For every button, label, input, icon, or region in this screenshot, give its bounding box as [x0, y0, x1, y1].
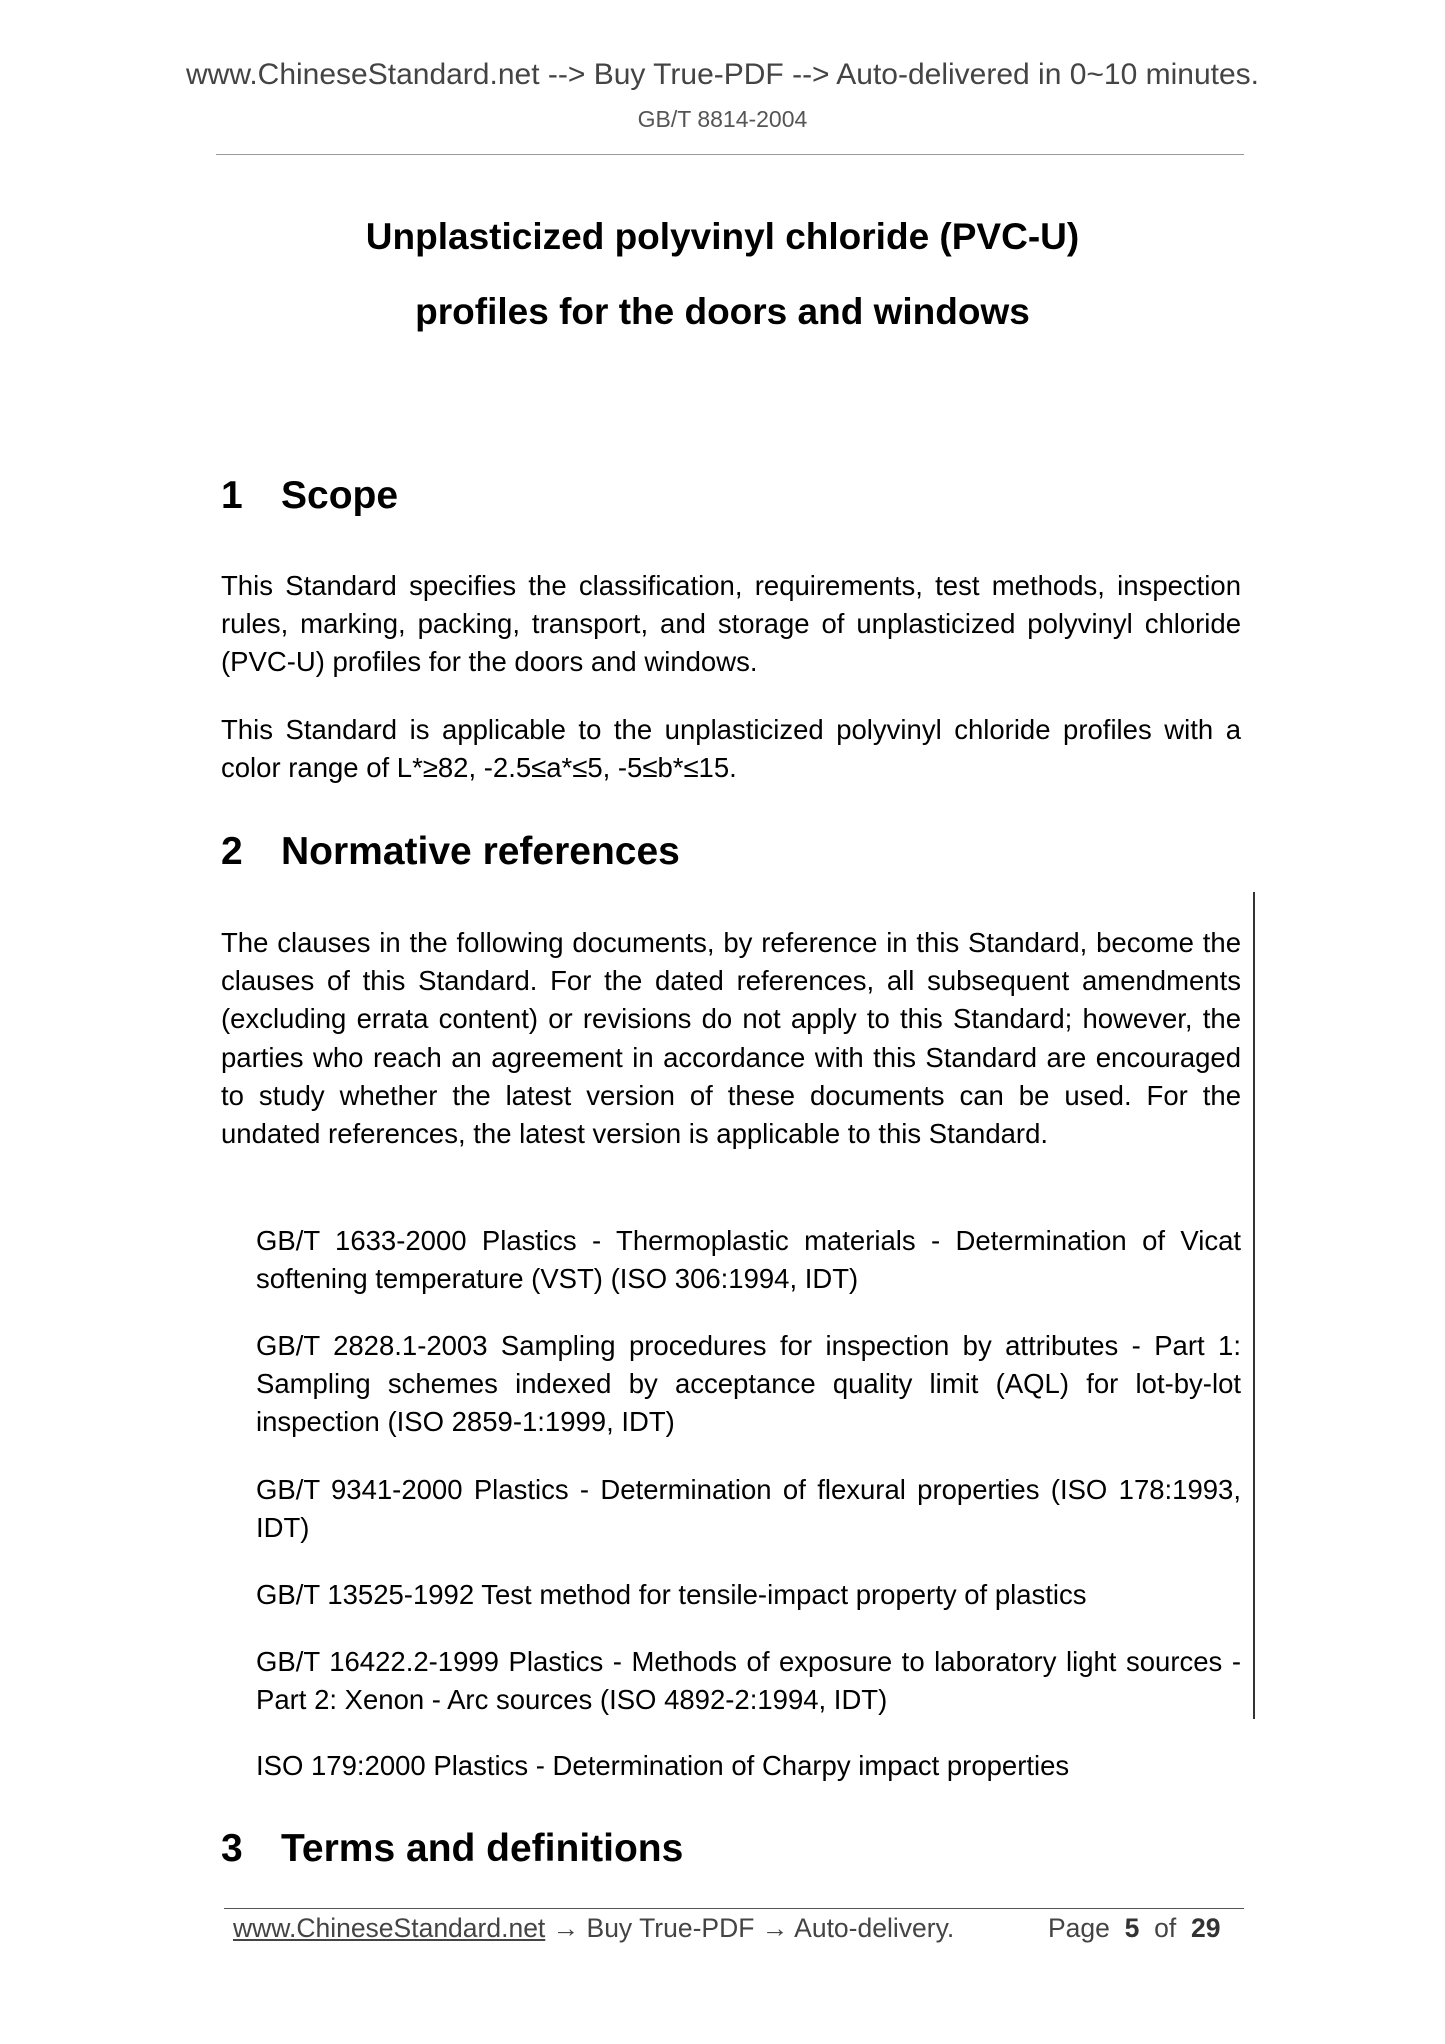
document-title-line-1: Unplasticized polyvinyl chloride (PVC-U): [365, 216, 1080, 257]
section-title: Scope: [281, 474, 399, 517]
reference-item: GB/T 2828.1-2003 Sampling procedures for inspection by attributes - Part 1: Sampling schemes indexed by acceptance quality limit (AQL) for lot-by-lot inspection (ISO 2859-1:1999, IDT): [256, 1330, 1241, 1438]
section-title: Normative references: [281, 830, 680, 873]
page-of: of: [1154, 1913, 1177, 1943]
header-banner: www.ChineseStandard.net --> Buy True-PDF --> Auto-delivered in 0~10 minutes.: [185, 58, 1260, 91]
section-title: Terms and definitions: [281, 1827, 684, 1870]
page-total: 29: [1190, 1913, 1221, 1943]
header-divider: [216, 154, 1244, 155]
section-number: 2: [221, 830, 243, 873]
scope-paragraph-1: This Standard specifies the classification, requirements, test methods, inspection rules, marking, packing, transport, and storage of unplasticized polyvinyl chloride (PVC-U) profiles for the doors and windows.: [221, 570, 1241, 678]
section-heading-scope: [221, 474, 398, 518]
footer-text: [233, 1913, 954, 1944]
reference-item: GB/T 16422.2-1999 Plastics - Methods of exposure to laboratory light sources - Part 2: Xenon - Arc sources (ISO 4892-2:1994, IDT): [256, 1646, 1241, 1716]
normative-references-paragraph: The clauses in the following documents, by reference in this Standard, become the clauses of this Standard. For the dated references, all subsequent amendments (excluding errata content) or revisions do not apply to this Standard; however, the parties who reach an agreement in accordance with this Standard are encouraged to study whether the latest version of these documents can be used. For the undated references, the latest version is applicable to this Standard.: [221, 927, 1241, 1150]
revision-margin-bar: [1253, 892, 1255, 1719]
footer-link[interactable]: www.ChineseStandard.net: [233, 1913, 546, 1943]
section-number: 1: [221, 474, 243, 517]
section-heading-normative-references: [221, 830, 680, 874]
footer-tail: → Buy True-PDF → Auto-delivery.: [545, 1913, 955, 1943]
reference-item: GB/T 9341-2000 Plastics - Determination of flexural properties (ISO 178:1993, IDT): [256, 1474, 1241, 1544]
section-heading-terms-and-definitions: [221, 1827, 683, 1871]
section-number: 3: [221, 1827, 243, 1870]
reference-item: GB/T 1633-2000 Plastics - Thermoplastic materials - Determination of Vicat softening temperature (VST) (ISO 306:1994, IDT): [256, 1225, 1241, 1295]
reference-item: ISO 179:2000 Plastics - Determination of Charpy impact properties: [256, 1750, 1070, 1781]
page-current: 5: [1124, 1913, 1140, 1943]
scope-paragraph-2: This Standard is applicable to the unplasticized polyvinyl chloride profiles with a color range of L*≥82, -2.5≤a*≤5, -5≤b*≤15.: [221, 714, 1241, 784]
page-word: Page: [1048, 1913, 1110, 1943]
footer-divider: [224, 1908, 1244, 1909]
page-indicator: [1048, 1913, 1220, 1944]
document-title-line-2: profiles for the doors and windows: [415, 291, 1030, 332]
reference-item: GB/T 13525-1992 Test method for tensile-impact property of plastics: [256, 1579, 1087, 1610]
standard-number: GB/T 8814-2004: [637, 106, 808, 132]
